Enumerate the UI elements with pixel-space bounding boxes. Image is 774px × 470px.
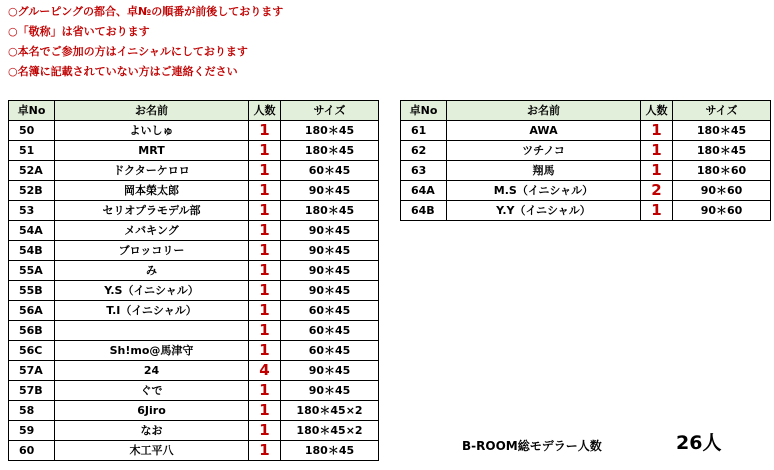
- cell-table-no: 64B: [401, 201, 447, 221]
- cell-size: 90＊60: [673, 181, 771, 201]
- header-name: お名前: [447, 101, 641, 121]
- total-label: B-ROOM総モデラー人数: [462, 439, 602, 453]
- table-row: [401, 201, 771, 221]
- cell-size: 60＊45: [281, 161, 379, 181]
- right-table-body: [401, 121, 771, 221]
- cell-count: 1: [249, 121, 281, 141]
- cell-size: 180＊45: [281, 441, 379, 461]
- table-row: [9, 321, 379, 341]
- cell-table-no: 64A: [401, 181, 447, 201]
- cell-count: 1: [249, 241, 281, 261]
- cell-table-no: 56B: [9, 321, 55, 341]
- cell-name: ツチノコ: [447, 141, 641, 161]
- cell-name: ドクターケロロ: [55, 161, 249, 181]
- cell-count: 1: [249, 161, 281, 181]
- cell-count: 1: [249, 141, 281, 161]
- cell-name: Y.S（イニシャル）: [55, 281, 249, 301]
- table-row: [9, 281, 379, 301]
- table-row: [9, 181, 379, 201]
- cell-count: 1: [641, 201, 673, 221]
- cell-table-no: 55B: [9, 281, 55, 301]
- cell-size: 180＊45: [281, 201, 379, 221]
- cell-name: T.I（イニシャル）: [55, 301, 249, 321]
- header-row: [9, 101, 379, 121]
- table-row: [9, 241, 379, 261]
- cell-count: 1: [249, 201, 281, 221]
- table-row: [9, 261, 379, 281]
- cell-name: ぐで: [55, 381, 249, 401]
- cell-table-no: 55A: [9, 261, 55, 281]
- cell-name: セリオプラモデル部: [55, 201, 249, 221]
- cell-table-no: 59: [9, 421, 55, 441]
- cell-name: 24: [55, 361, 249, 381]
- cell-table-no: 61: [401, 121, 447, 141]
- cell-count: 1: [249, 301, 281, 321]
- cell-name: 6Jiro: [55, 401, 249, 421]
- cell-name: ブロッコリー: [55, 241, 249, 261]
- cell-table-no: 54B: [9, 241, 55, 261]
- table-row: [9, 201, 379, 221]
- note-contact: ○名簿に記載されていない方はご連絡ください: [8, 65, 238, 78]
- table-row: [9, 361, 379, 381]
- cell-table-no: 52A: [9, 161, 55, 181]
- cell-count: 1: [249, 441, 281, 461]
- table-row: [9, 121, 379, 141]
- cell-count: 1: [641, 161, 673, 181]
- cell-size: 90＊45: [281, 241, 379, 261]
- table-row: [401, 161, 771, 181]
- table-row: [9, 421, 379, 441]
- cell-size: 90＊45: [281, 281, 379, 301]
- header-count: 人数: [641, 101, 673, 121]
- header-row: [401, 101, 771, 121]
- cell-count: 2: [641, 181, 673, 201]
- cell-name: Sh!mo@馬津守: [55, 341, 249, 361]
- cell-name: AWA: [447, 121, 641, 141]
- cell-table-no: 51: [9, 141, 55, 161]
- header-table-no: 卓No: [9, 101, 55, 121]
- cell-size: 90＊45: [281, 181, 379, 201]
- header-size: サイズ: [673, 101, 771, 121]
- left-roster-table: [8, 100, 379, 461]
- cell-table-no: 56C: [9, 341, 55, 361]
- cell-name: 木工平八: [55, 441, 249, 461]
- cell-name: Y.Y（イニシャル）: [447, 201, 641, 221]
- notes: [8, 2, 283, 82]
- cell-size: 180＊45×2: [281, 401, 379, 421]
- cell-table-no: 56A: [9, 301, 55, 321]
- cell-name: M.S（イニシャル）: [447, 181, 641, 201]
- table-row: [401, 141, 771, 161]
- table-row: [9, 141, 379, 161]
- cell-name: [55, 321, 249, 341]
- cell-table-no: 53: [9, 201, 55, 221]
- cell-name: メバキング: [55, 221, 249, 241]
- table-row: [9, 441, 379, 461]
- table-row: [9, 161, 379, 181]
- cell-table-no: 60: [9, 441, 55, 461]
- cell-size: 60＊45: [281, 321, 379, 341]
- cell-name: MRT: [55, 141, 249, 161]
- header-size: サイズ: [281, 101, 379, 121]
- table-row: [401, 121, 771, 141]
- cell-size: 180＊45: [281, 121, 379, 141]
- cell-size: 180＊45×2: [281, 421, 379, 441]
- cell-count: 4: [249, 361, 281, 381]
- table-row: [9, 301, 379, 321]
- header-count: 人数: [249, 101, 281, 121]
- table-row: [401, 181, 771, 201]
- cell-count: 1: [249, 421, 281, 441]
- note-grouping: ○グルーピングの都合、卓№の順番が前後しております: [8, 5, 284, 18]
- cell-size: 60＊45: [281, 301, 379, 321]
- cell-size: 180＊45: [673, 121, 771, 141]
- cell-size: 90＊45: [281, 261, 379, 281]
- cell-size: 180＊45: [281, 141, 379, 161]
- cell-name: 翔馬: [447, 161, 641, 181]
- cell-size: 90＊45: [281, 381, 379, 401]
- cell-count: 1: [249, 341, 281, 361]
- cell-table-no: 57B: [9, 381, 55, 401]
- table-row: [9, 341, 379, 361]
- cell-count: 1: [249, 181, 281, 201]
- cell-table-no: 50: [9, 121, 55, 141]
- cell-size: 90＊45: [281, 221, 379, 241]
- cell-table-no: 57A: [9, 361, 55, 381]
- cell-size: 180＊45: [673, 141, 771, 161]
- cell-size: 180＊60: [673, 161, 771, 181]
- cell-size: 60＊45: [281, 341, 379, 361]
- cell-count: 1: [249, 321, 281, 341]
- header-table-no: 卓No: [401, 101, 447, 121]
- cell-count: 1: [249, 381, 281, 401]
- cell-table-no: 62: [401, 141, 447, 161]
- table-row: [9, 221, 379, 241]
- note-initials: ○本名でご参加の方はイニシャルにしております: [8, 45, 248, 58]
- cell-count: 1: [249, 221, 281, 241]
- cell-name: なお: [55, 421, 249, 441]
- cell-table-no: 52B: [9, 181, 55, 201]
- cell-count: 1: [249, 401, 281, 421]
- cell-count: 1: [249, 281, 281, 301]
- left-table-body: [9, 121, 379, 461]
- cell-name: み: [55, 261, 249, 281]
- cell-count: 1: [641, 121, 673, 141]
- note-honorific: ○「敬称」は省いております: [8, 25, 150, 38]
- cell-count: 1: [641, 141, 673, 161]
- cell-count: 1: [249, 261, 281, 281]
- total-value: 26人: [676, 432, 722, 454]
- cell-table-no: 63: [401, 161, 447, 181]
- header-name: お名前: [55, 101, 249, 121]
- cell-name: よいしゅ: [55, 121, 249, 141]
- right-roster-table: [400, 100, 771, 221]
- cell-name: 岡本榮太郎: [55, 181, 249, 201]
- cell-table-no: 54A: [9, 221, 55, 241]
- cell-size: 90＊60: [673, 201, 771, 221]
- table-row: [9, 401, 379, 421]
- cell-size: 90＊45: [281, 361, 379, 381]
- table-row: [9, 381, 379, 401]
- cell-table-no: 58: [9, 401, 55, 421]
